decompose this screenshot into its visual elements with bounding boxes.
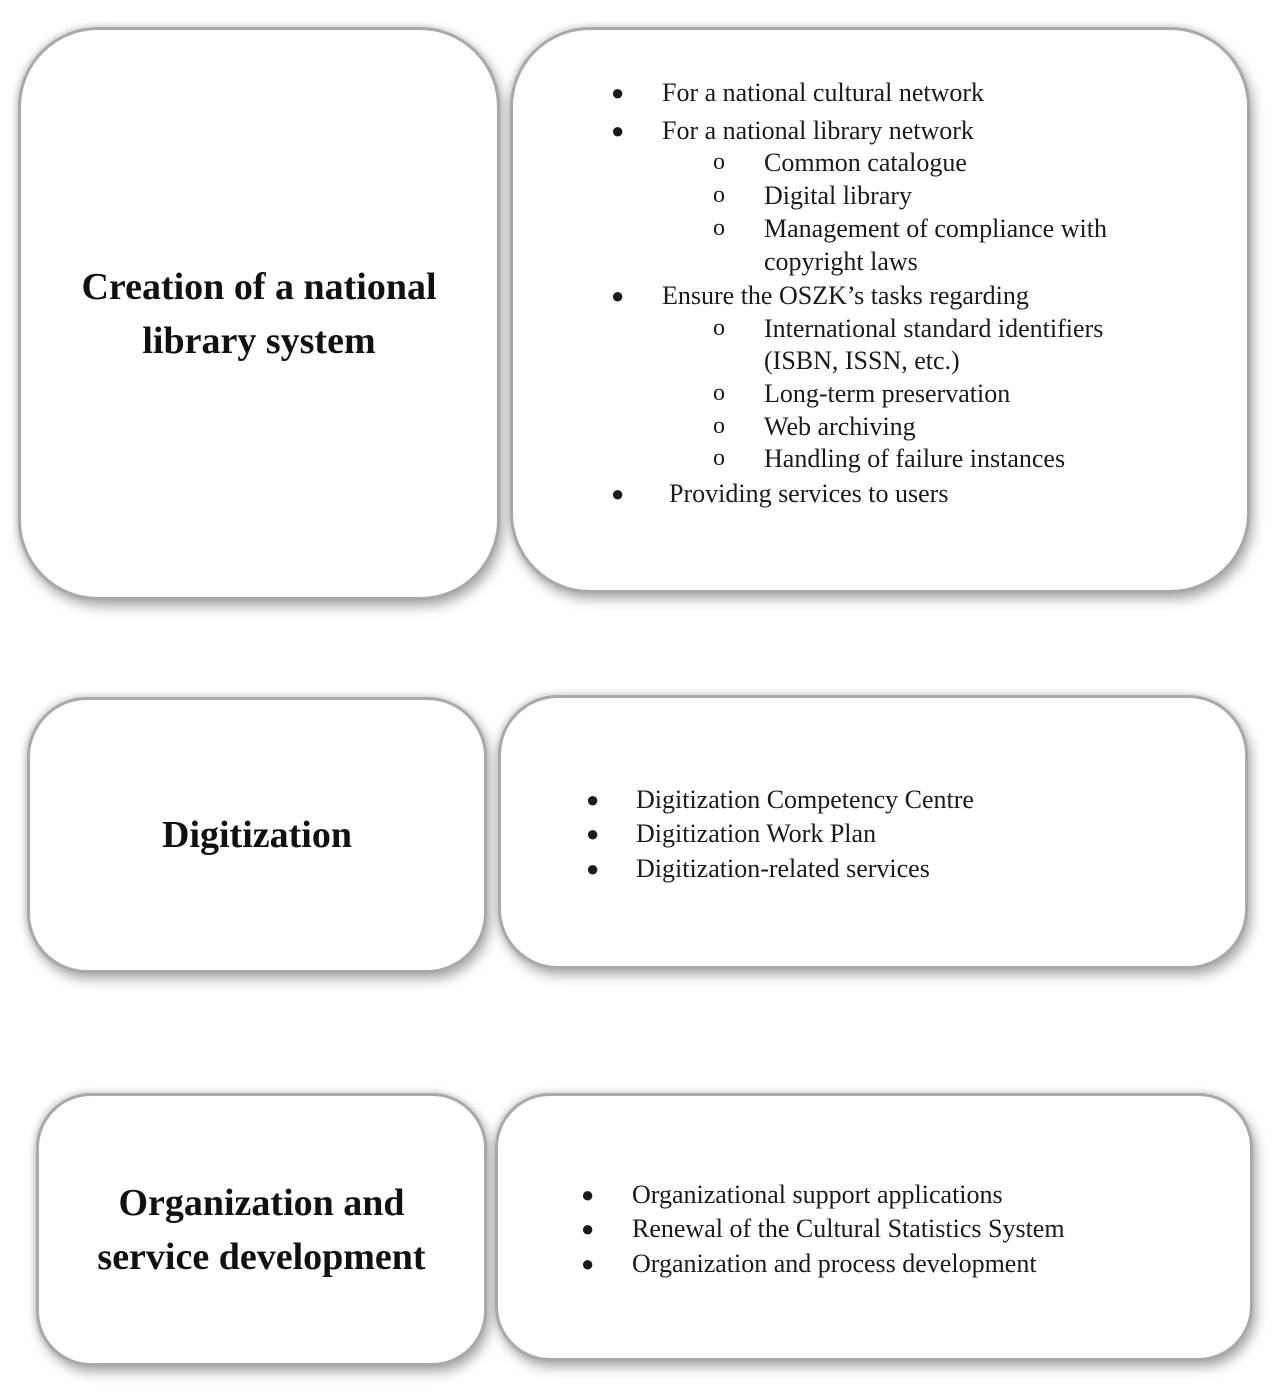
bullet-circle-icon: o (713, 445, 725, 471)
list-item-text: Renewal of the Cultural Statistics System (632, 1214, 1065, 1243)
bullet-circle-icon: o (713, 413, 725, 439)
list-item-text: Digitization Competency Centre (636, 785, 974, 814)
list-item-text: Common catalogue (764, 148, 967, 177)
section-title-line: Organization and (118, 1181, 405, 1224)
bullet-dot-icon: ● (586, 856, 600, 881)
bullet-circle-icon: o (713, 215, 725, 241)
list-item-text: Organization and process development (632, 1249, 1037, 1278)
bullet-circle-icon: o (713, 149, 725, 175)
list-item-text: International standard identifiers (764, 314, 1104, 343)
list-item-text: Digitization-related services (636, 854, 930, 883)
section-title-line: service development (97, 1235, 426, 1278)
list-item-text: Digital library (764, 181, 913, 210)
bullet-dot-icon: ● (611, 118, 625, 143)
section-title-box-digitization (27, 697, 487, 973)
list-item-continuation: (ISBN, ISSN, etc.) (764, 346, 960, 375)
section-title-line: Digitization (162, 814, 352, 856)
bullet-dot-icon: ● (611, 481, 625, 506)
section-title-line: Creation of a national (81, 265, 437, 308)
bullet-circle-icon: o (713, 315, 725, 341)
list-item-text: Handling of failure instances (764, 444, 1066, 473)
bullet-circle-icon: o (713, 182, 725, 208)
list-item-text: Providing services to users (669, 479, 949, 508)
section-title-organization (97, 1176, 425, 1284)
section-title-line: library system (142, 319, 376, 362)
bullet-dot-icon: ● (581, 1251, 595, 1276)
list-item-text: Management of compliance with (764, 214, 1107, 243)
bullet-dot-icon: ● (581, 1216, 595, 1241)
bullet-dot-icon: ● (611, 80, 625, 105)
section-title-box-organization (36, 1093, 487, 1366)
list-item-text: Organizational support applications (632, 1180, 1003, 1209)
list-item-text: For a national library network (662, 116, 974, 145)
list-item-text: For a national cultural network (662, 78, 985, 107)
bullet-circle-icon: o (713, 380, 725, 406)
bullet-dot-icon: ● (586, 821, 600, 846)
bullet-dot-icon: ● (611, 283, 625, 308)
list-item-continuation: copyright laws (764, 247, 918, 276)
list-item-text: Ensure the OSZK’s tasks regarding (662, 281, 1029, 310)
bullet-dot-icon: ● (581, 1182, 595, 1207)
section-title-digitization (162, 808, 352, 862)
list-item-text: Digitization Work Plan (636, 819, 877, 848)
list-item-text: Long-term preservation (764, 379, 1011, 408)
section-title-library-system (81, 260, 436, 368)
section-title-box-library-system (18, 27, 500, 600)
bullet-dot-icon: ● (586, 787, 600, 812)
list-item-text: Web archiving (764, 412, 916, 441)
